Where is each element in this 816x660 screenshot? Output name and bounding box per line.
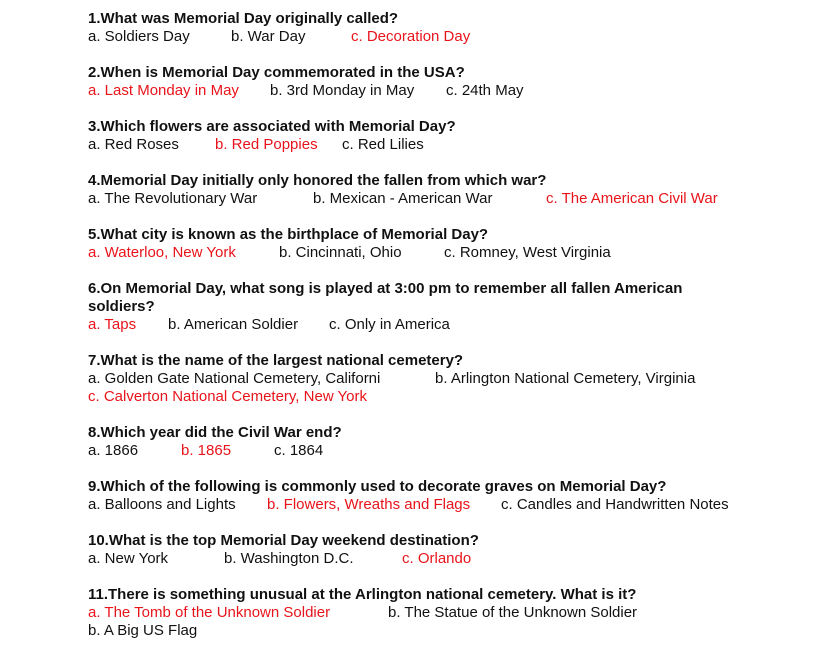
option-b-correct: b. 1865 xyxy=(181,442,232,459)
option-b: b. Washington D.C. xyxy=(224,550,354,567)
option-a: a. The Revolutionary War xyxy=(88,190,258,207)
question-7 xyxy=(88,352,778,406)
question-8 xyxy=(88,424,778,460)
question-10 xyxy=(88,532,778,568)
options-row xyxy=(88,244,778,262)
option-a-correct: a. Taps xyxy=(88,316,137,333)
question-text: 8.Which year did the Civil War end? xyxy=(88,424,342,441)
option-a-correct: a. Last Monday in May xyxy=(88,82,239,99)
option-a-correct: a. The Tomb of the Unknown Soldier xyxy=(88,604,331,621)
question-text: 1.What was Memorial Day originally called? xyxy=(88,10,399,27)
option-a: a. 1866 xyxy=(88,442,139,459)
question-3 xyxy=(88,118,778,154)
option-c-correct: c. Decoration Day xyxy=(351,28,471,45)
question-text: 4.Memorial Day initially only honored the fallen from which war? xyxy=(88,172,547,189)
option-c-correct: c. Calverton National Cemetery, New York xyxy=(88,388,368,405)
question-4 xyxy=(88,172,778,208)
options-row xyxy=(88,316,778,334)
question-1 xyxy=(88,10,778,46)
option-b: b. American Soldier xyxy=(168,316,299,333)
options-row-2 xyxy=(88,388,778,406)
question-2 xyxy=(88,64,778,100)
question-5 xyxy=(88,226,778,262)
question-11 xyxy=(88,586,778,640)
question-text: 5.What city is known as the birthplace of Memorial Day? xyxy=(88,226,489,243)
option-b: b. 3rd Monday in May xyxy=(270,82,415,99)
option-c-correct: c. Orlando xyxy=(402,550,472,567)
option-b: b. Arlington National Cemetery, Virginia xyxy=(435,370,696,387)
option-b: b. Mexican - American War xyxy=(313,190,493,207)
option-a: a. New York xyxy=(88,550,169,567)
option-b: b. War Day xyxy=(231,28,306,45)
option-b-correct: b. Flowers, Wreaths and Flags xyxy=(267,496,471,513)
options-row xyxy=(88,136,778,154)
option-c: c. Romney, West Virginia xyxy=(444,244,611,261)
question-6 xyxy=(88,280,778,334)
option-a: a. Golden Gate National Cemetery, Californi xyxy=(88,370,381,387)
question-text: 11.There is something unusual at the Arlington national cemetery. What is it? xyxy=(88,586,637,603)
options-row xyxy=(88,604,778,622)
question-text: 9.Which of the following is commonly used to decorate graves on Memorial Day? xyxy=(88,478,667,495)
option-c: c. Only in America xyxy=(329,316,450,333)
question-text: 7.What is the name of the largest national cemetery? xyxy=(88,352,464,369)
question-text: 10.What is the top Memorial Day weekend destination? xyxy=(88,532,479,549)
option-c: c. Red Lilies xyxy=(342,136,424,153)
option-b: b. The Statue of the Unknown Soldier xyxy=(388,604,638,621)
option-c: c. 24th May xyxy=(446,82,524,99)
option-c: b. A Big US Flag xyxy=(88,622,198,639)
options-row xyxy=(88,190,778,208)
options-row xyxy=(88,370,778,388)
question-text: 2.When is Memorial Day commemorated in the USA? xyxy=(88,64,465,81)
options-row xyxy=(88,82,778,100)
option-a: a. Red Roses xyxy=(88,136,179,153)
option-a-correct: a. Waterloo, New York xyxy=(88,244,236,261)
question-text: 3.Which flowers are associated with Memorial Day? xyxy=(88,118,456,135)
options-row xyxy=(88,28,778,46)
question-9 xyxy=(88,478,778,514)
options-row xyxy=(88,496,778,514)
option-c-correct: c. The American Civil War xyxy=(546,190,718,207)
question-text: 6.On Memorial Day, what song is played at 3:00 pm to remember all fallen American soldiers? xyxy=(88,280,683,315)
option-c: c. Candles and Handwritten Notes xyxy=(501,496,729,513)
option-c: c. 1864 xyxy=(274,442,324,459)
options-row xyxy=(88,550,778,568)
option-a: a. Soldiers Day xyxy=(88,28,190,45)
options-row xyxy=(88,442,778,460)
option-b-correct: b. Red Poppies xyxy=(215,136,318,153)
option-b: b. Cincinnati, Ohio xyxy=(279,244,402,261)
options-row-2 xyxy=(88,622,778,640)
option-a: a. Balloons and Lights xyxy=(88,496,236,513)
